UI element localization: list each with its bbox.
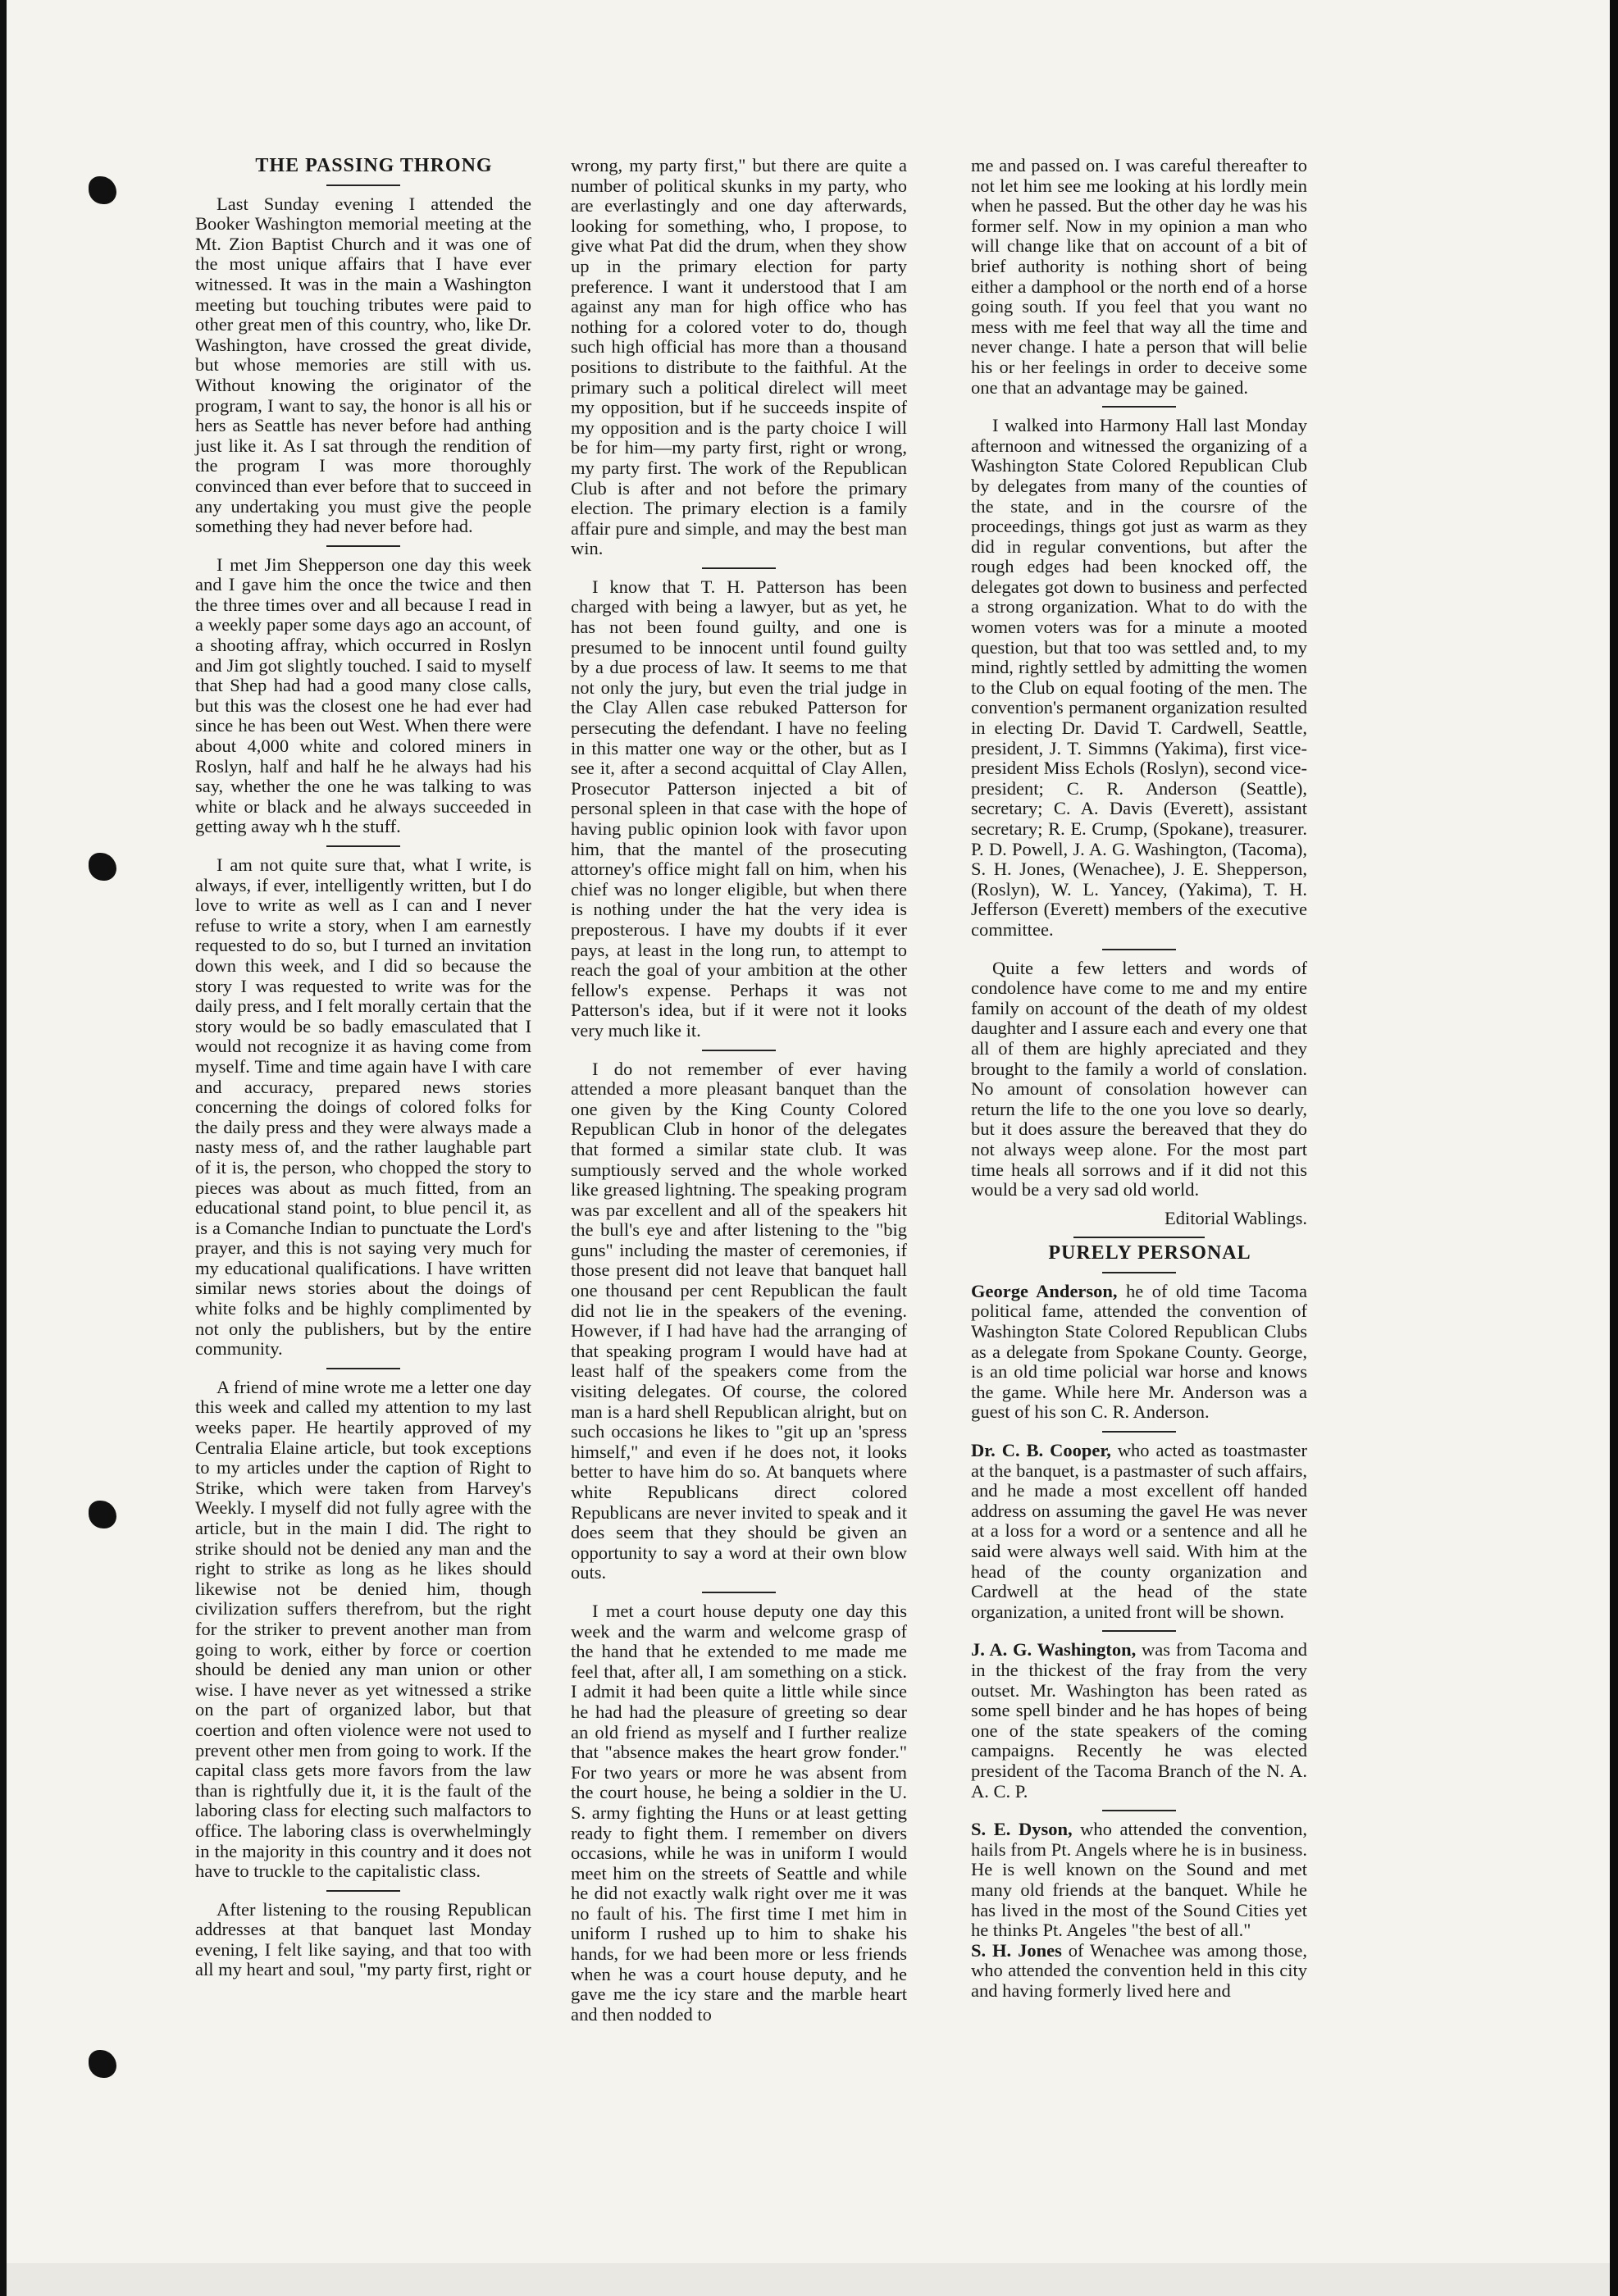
section-divider xyxy=(1073,1237,1205,1238)
divider xyxy=(326,545,400,547)
paragraph: I walked into Harmony Hall last Monday afternoon and witnessed the organizing of a Washington State Colored Republican Club by delegates from many of the counties of the state, and in the coursre of the proceedings, things got just as warm as they did in regular conventions, but after the rough edges had been knocked off, the delegates got down to business and perfected a strong organization. What to do with the women voters was for a minute a mooted question, but that too was settled and, to my mind, rightly settled by admitting the women to the Club on equal footing of the men. The convention's permanent organization resulted in electing Dr. David T. Cardwell, Seattle, president, J. T. Simmns (Yakima), first vice-president Miss Echols (Roslyn), second vice-president; C. R. Anderson (Seattle), secretary; C. A. Davis (Everett), assistant secretary; R. E. Crump, (Spokane), treasurer. P. D. Powell, J. A. G. Washington, (Tacoma), S. H. Jones, (Wenachee), J. E. Shepperson, (Roslyn), W. L. Yancey, (Yakima), T. H. Jefferson (Everett) members of the executive committee. xyxy=(971,415,1307,940)
paragraph: I met a court house deputy one day this week and the warm and welcome grasp of the hand that he extended to me made me feel that, after all, I am something on a stick. I admit it had been quite a little while since he had had the pleasure of greeting so dear an old friend as myself and I further realize that "absence makes the heart grow fonder." For two years or more he was absent from the court house, he being a soldier in the U. S. army fighting the Huns or at least getting ready to fight them. I remember on divers occasions, while he was in uniform I would meet him on the streets of Seattle and while he did not exactly walk right over me it was no fault of his. The first time I met him in uniform I rushed up to him to shake his hands, for we had been more or less friends when he was a court house deputy, and he gave me the icy stare and the marble heart and then nodded to xyxy=(571,1600,907,2025)
divider xyxy=(702,1050,776,1051)
binding-hole-3 xyxy=(89,1501,116,1528)
person-name: J. A. G. Washington, xyxy=(971,1639,1137,1660)
personal-text: he of old time Tacoma political fame, attended the convention of Washington State Colored Republican Clubs as a delegate from Spokane County. George, is an old time policial war horse and knows the game. While here Mr. Anderson was a guest of his son C. R. Anderson. xyxy=(971,1280,1307,1423)
scan-border-right xyxy=(1610,0,1618,2296)
binding-hole-1 xyxy=(89,176,116,204)
paragraph: After listening to the rousing Republican addresses at that banquet last Monday evening, I felt like saying, and that too with all my heart and soul, "my party first, right or xyxy=(195,1898,531,1980)
person-name: Dr. C. B. Cooper, xyxy=(971,1440,1111,1461)
newspaper-page xyxy=(7,0,1610,2296)
paragraph: wrong, my party first," but there are quite a number of political skunks in my party, who are everlastingly and one day afterwards, looking for something, who, I propose, to give what Pat did the drum, when they show up in the primary election for party preference. I want it understood that I am against any man for high office who has nothing for a colored voter to do, though such high official has more than a thousand positions to distribute to the faithful. At the primary such a political direlect will meet my opposition, but if he succeeds inspite of my opposition and is the party choice I will be for him—my party first, right or wrong, my party first. The work of the Republican Club is after and not before the primary election. The primary election is a family affair pure and simple, and may the best man win. xyxy=(571,155,907,559)
person-name: George Anderson, xyxy=(971,1280,1118,1301)
paragraph: I am not quite sure that, what I write, is always, if ever, intelligently written, but I do love to write as well as I can and I never refuse to write a story, when I am earnestly requested to do so, but I turned an invitation down this week, and I did so because the story I was requested to write was for the daily press, and I felt morally certain that the story would be so badly emasculated that I would not recognize it as having come from myself. Time and time again have I with care and accuracy, prepared news stories concerning the doings of colored folks for the daily press and they were always made a nasty mess of, and the rather laughable part of it is, the person, who chopped the story to pieces was about as much fitted, from an educational stand point, to blue pencil it, as is a Comanche Indian to punctuate the Lord's prayer, and this is not saying very much for my educational qualifications. I have written similar news stories about the doings of white folks and be highly complimented by not only the publishers, but by the entire community. xyxy=(195,854,531,1360)
personal-item xyxy=(971,1820,1307,1941)
binding-hole-2 xyxy=(89,853,116,881)
personal-text: of Wenachee was among those, who attended the convention held in this city and having formerly lived here and xyxy=(971,1939,1307,2001)
personal-item xyxy=(971,1941,1307,2002)
paragraph: I know that T. H. Patterson has been charged with being a lawyer, but as yet, he has not been found guilty, and one is presumed to be innocent until found guilty by a due process of law. It seems to me that not only the jury, but even the trial judge in the Clay Allen case rebuked Patterson for persecuting the defendant. I have no feeling in this matter one way or the other, but as I see it, after a second acquittal of Clay Allen, Prosecutor Patterson injected a bit of personal spleen in that case with the hope of having public opinion look with favor upon him, that the mantel of the prosecuting attorney's office might fall on him, when his chief was no longer eligible, but when there is nothing under the hat the very idea is preposterous. I have my doubts if it ever pays, at least in the long run, to attempt to reach the goal of your ambition at the other fellow's expense. Perhaps it was not Patterson's idea, but if it were not it looks very much like it. xyxy=(571,576,907,1041)
person-name: S. E. Dyson, xyxy=(971,1819,1073,1840)
divider xyxy=(1102,1431,1176,1433)
column-2 xyxy=(571,156,907,2033)
personal-item xyxy=(971,1441,1307,1622)
scan-border-left xyxy=(0,0,7,2296)
divider xyxy=(1102,949,1176,950)
personal-item xyxy=(971,1640,1307,1802)
headline-purely-personal: PURELY PERSONAL xyxy=(1048,1242,1251,1264)
paragraph: A friend of mine wrote me a letter one day this week and called my attention to my last weeks paper. He heartily approved of my Centralia Elaine article, but took exceptions to my articles under the caption of Right to Strike, which were taken from Harvey's Weekly. I myself did not fully agree with the article, but in the main I did. The right to strike should not be denied any man and the right to strike as long as he likes should likewise not be denied him, though civilization suffers therefrom, but the right for the striker to prevent another man from going to work, either by force or coertion should be denied any man union or other wise. I have never as yet witnessed a strike on the part of organized labor, but that coertion and often violence were not used to prevent other men from going to work. If the capital class gets more favors from the law than is rightfully due it, it is the fault of the laboring class for electing such malfactors to office. The laboring class is overwhelmingly in the majority in this country and it does not have to truckle to the capitalistic class. xyxy=(195,1376,531,1882)
divider xyxy=(326,1368,400,1369)
personal-item xyxy=(971,1282,1307,1423)
divider xyxy=(1102,1810,1176,1811)
column-signature: Editorial Wablings. xyxy=(1164,1207,1307,1228)
column-3 xyxy=(971,156,1307,2009)
person-name: S. H. Jones xyxy=(971,1939,1062,1961)
paragraph: Last Sunday evening I attended the Booker Washington memorial meeting at the Mt. Zion Baptist Church and it was one of the most unique affairs that I have ever witnessed. It was in the main a Washington meeting but touching tributes were paid to other great men of this country, who, like Dr. Washington, have crossed the great divide, but whose memories are still with us. Without knowing the originator of the program, I want to say, the honor is all his or hers as Seattle has never before had anthing just like it. As I sat through the rendition of the program I was more thoroughly convinced than ever before that to succeed in any undertaking you must give the people something they had never before had. xyxy=(195,193,531,537)
personal-text: who attended the convention, hails from Pt. Angels where he is in business. He is well known on the Sound and met many old friends at the banquet. While he has lived in the most of the Sound Cities yet he thinks Pt. Angeles "the best of all." xyxy=(971,1819,1307,1941)
personal-text: was from Tacoma and in the thickest of the fray from the very outset. Mr. Washington has been rated as some spell binder and he has hopes of being one of the state speakers of the coming campaigns. Recently he was elected president of the Tacoma Branch of the N. A. A. C. P. xyxy=(971,1639,1307,1802)
column-1 xyxy=(195,156,531,1988)
paragraph: me and passed on. I was careful thereafter to not let him see me looking at his lordly mein when he passed. But the other day he was his former self. Now in my opinion a man who will change like that on account of a bit of brief authority is nothing short of being either a damphool or the north end of a horse going south. If you feel that you want no mess with me feel that way all the time and never change. I hate a person that will belie his or her feelings in order to deceive some one that an advantage may be gained. xyxy=(971,155,1307,398)
divider xyxy=(326,845,400,847)
divider xyxy=(1102,1272,1176,1273)
personal-text: who acted as toastmaster at the banquet, is a pastmaster of such affairs, and he made a most excellent off handed address on assuming the gavel He was never at a loss for a word or a sentence and all he said were always well said. With him at the head of the county organization and Cardwell at the head of the state organization, a united front will be shown. xyxy=(971,1440,1307,1622)
paragraph: I met Jim Shepperson one day this week and I gave him the once the twice and then the three times over and all because I read in a weekly paper some days ago an account, of a shooting affray, which occurred in Roslyn and Jim got slightly touched. I said to myself that Shep had had a good many close calls, but this was the closest one he had ever had since he has been out West. When there were about 4,000 white and colored miners in Roslyn, half and half he he always had his say, whether the one he was talking to was white or black and he always succeeded in getting away wh h the stuff. xyxy=(195,554,531,837)
divider xyxy=(326,1890,400,1892)
paragraph: I do not remember of ever having attended a more pleasant banquet than the one given by the King County Colored Republican Club in honor of the delegates that formed a similar state club. It was sumptiously served and the whole worked like greased lightning. The speaking program was par excellent and all of the speakers hit the bull's eye and after listening to the "big guns" including the master of ceremonies, if those present did not leave that banquet hall one thousand per cent Republican the fault did not lie in the speakers of the evening. However, if I had have had the arranging of that speaking program I would have had at least half of the speakers come from the visiting delegates. Of course, the colored man is a hard shell Republican alright, but on such occasions he likes to "git up an 'spress himself," and even if he does not, it looks better to have him do so. At banquets where white Republicans direct colored Republicans are never invited to speak and it does seem that they should be given an opportunity to say a word at their own blow outs. xyxy=(571,1058,907,1583)
paragraph: Quite a few letters and words of condolence have come to me and my entire family on account of the death of my oldest daughter and I assure each and every one that all of them are highly apreciated and they brought to the family a world of conslation. No amount of consolation however can return the life to the one you love so dearly, but it does assure the bereaved that they do not always weep alone. For the most part time heals all sorrows and if it did not this would be a very sad old world. xyxy=(971,957,1307,1200)
divider xyxy=(702,1592,776,1593)
divider xyxy=(326,184,400,186)
divider xyxy=(1102,406,1176,408)
page-bottom-margin xyxy=(7,2263,1610,2296)
divider xyxy=(702,567,776,569)
binding-hole-4 xyxy=(89,2050,116,2078)
headline-passing-throng: THE PASSING THRONG xyxy=(255,155,493,176)
divider xyxy=(1102,1630,1176,1632)
